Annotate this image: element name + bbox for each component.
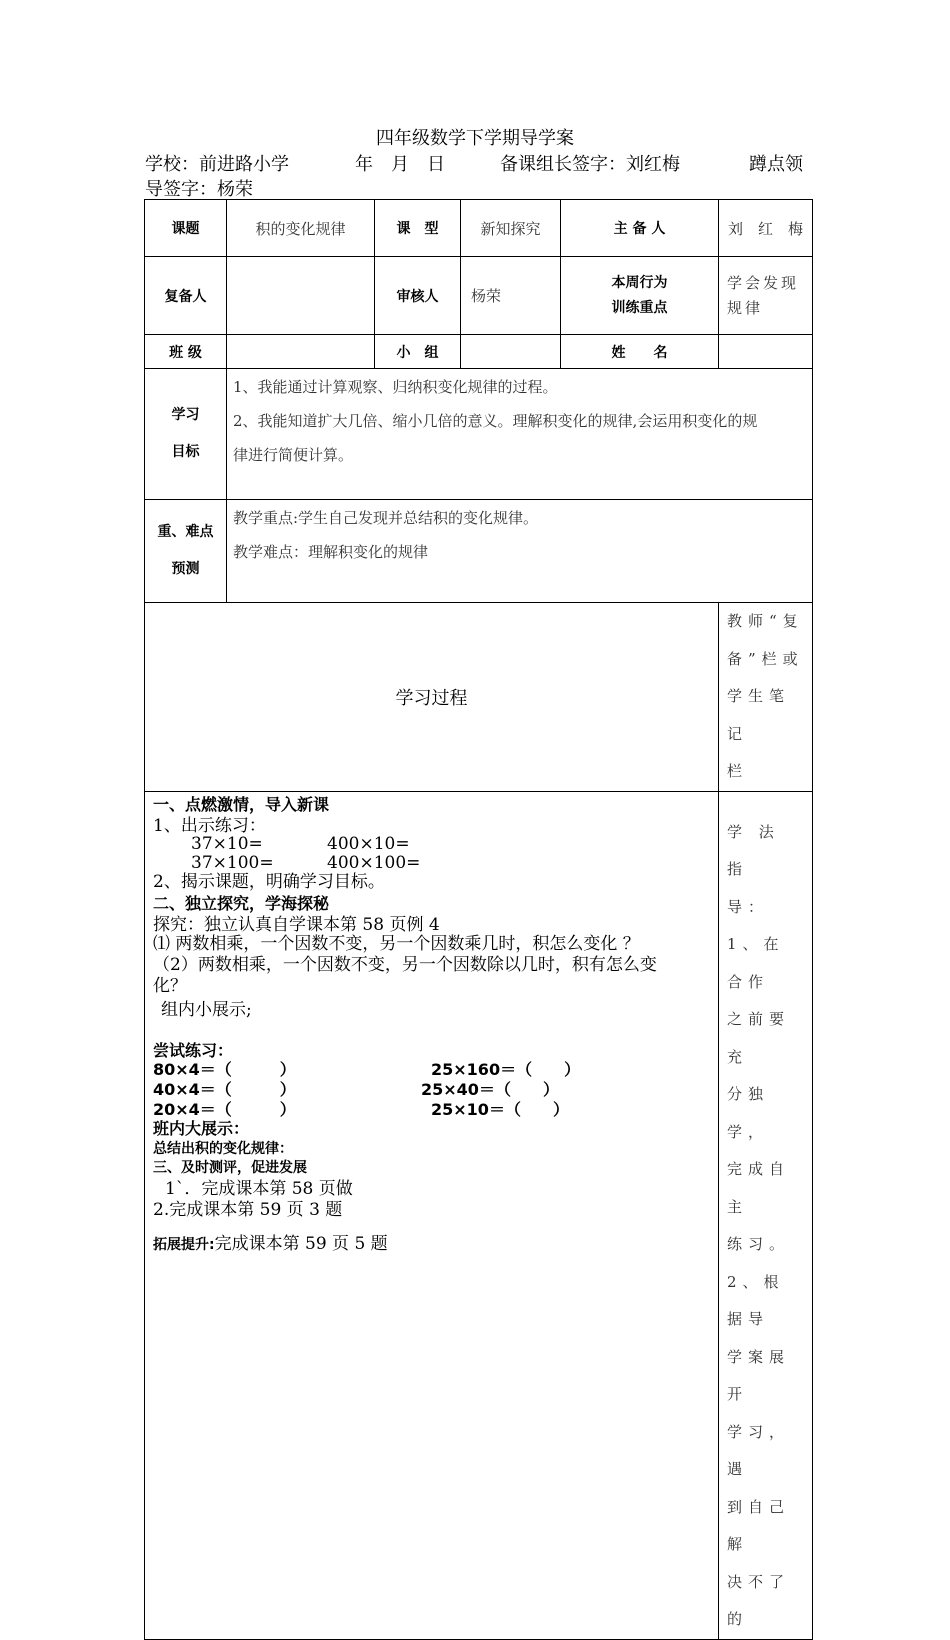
document-title: 四年级数学下学期导学案 — [376, 128, 574, 149]
task-1: 1`．完成课本第 58 页做 — [165, 1178, 353, 1199]
row-review — [145, 257, 813, 335]
focus-value: 学会发现规律 — [719, 257, 813, 335]
type-label: 课 型 — [375, 200, 461, 257]
objectives-label — [145, 369, 227, 500]
side-note-line: 练习。 — [727, 1235, 791, 1253]
row-class — [145, 335, 813, 369]
co-prep-label: 复备人 — [145, 257, 227, 335]
question-2-line2: 化？ — [153, 975, 187, 996]
section1-heading: 一、点燃激情，导入新课 — [153, 794, 330, 814]
keypoints-label-line2: 预测 — [171, 561, 200, 577]
row-process-body — [145, 791, 813, 1639]
side-header-line: 备”栏或 — [727, 649, 804, 668]
try-heading: 尝试练习： — [153, 1040, 234, 1060]
question-2-line1: （2）两数相乘，一个因数不变，另一个因数除以几时，积有怎么变 — [153, 954, 657, 975]
extension-text: 完成课本第 59 页 5 题 — [214, 1233, 388, 1254]
co-prep-value — [227, 257, 375, 335]
section2-heading: 二、独立探究，学海探秘 — [153, 893, 330, 913]
group-label: 小 组 — [375, 335, 461, 369]
name-value — [719, 335, 813, 369]
name-label: 姓 名 — [561, 335, 719, 369]
focus-label — [561, 257, 719, 335]
side-note-line: 导： — [727, 897, 770, 916]
side-header-line: 教师“复 — [727, 612, 804, 630]
task-2: 2.完成课本第 59 页 3 题 — [153, 1199, 343, 1220]
date-field: 年 月 日 — [355, 154, 445, 175]
objective-line: 律进行简便计算。 — [233, 446, 354, 464]
group-show: 组内小展示; — [161, 999, 252, 1020]
question-1: ⑴ 两数相乘，一个因数不变，另一个因数乘几时，积怎么变化 ？ — [153, 933, 640, 954]
keypoints-label — [145, 500, 227, 603]
lead-value: 刘 红 梅 — [719, 200, 813, 257]
extension-line — [153, 1234, 388, 1255]
side-note-line: 到自己解 — [727, 1497, 791, 1553]
calc-a1: 37×10= — [191, 833, 263, 854]
focus-label-line2: 训练重点 — [611, 299, 668, 316]
exercise-2a: 40×4＝（ ） — [153, 1079, 296, 1099]
study-method-notes — [719, 791, 813, 1639]
leader-signature: 备课组长签字：刘红梅 — [500, 154, 680, 175]
calc-b2: 400×100= — [327, 852, 421, 873]
process-title: 学习过程 — [145, 603, 719, 792]
type-value: 新知探究 — [461, 200, 561, 257]
side-note-line: 学案展开 — [727, 1347, 791, 1403]
keypoint-line: 教学重点:学生自己发现并总结积的变化规律。 — [233, 509, 539, 527]
side-note-line: 学习，遇 — [727, 1422, 791, 1478]
calc-a2: 400×10= — [327, 833, 410, 854]
school-name: 学校：前进路小学 — [145, 154, 289, 175]
row-keypoints — [145, 500, 813, 603]
summary-line: 总结出积的变化规律： — [153, 1140, 293, 1157]
review-value: 杨荣 — [461, 257, 561, 335]
group-value — [461, 335, 561, 369]
side-header-line: 学生笔记 — [727, 687, 791, 743]
lesson-table — [144, 199, 813, 1640]
objectives-label-line1: 学习 — [171, 407, 200, 423]
objectives-label-line2: 目标 — [171, 444, 200, 460]
review-label: 审核人 — [375, 257, 461, 335]
side-note-line: 2、根据导 — [727, 1272, 785, 1328]
process-side-header — [719, 603, 813, 792]
exercise-1a: 80×4＝（ ） — [153, 1059, 296, 1079]
process-content — [145, 791, 719, 1639]
exercise-1b: 25×160＝（ ） — [431, 1059, 581, 1079]
section3-heading: 三、及时测评，促进发展 — [153, 1159, 307, 1176]
keypoints-content — [227, 500, 813, 603]
lead-label: 主 备 人 — [561, 200, 719, 257]
keypoint-line: 教学难点：理解积变化的规律 — [233, 543, 429, 561]
side-note-line: 决不了的 — [727, 1572, 791, 1628]
exercise-2b: 25×40＝（ ） — [421, 1079, 559, 1099]
section1-item2: 2、揭示课题，明确学习目标。 — [153, 871, 385, 892]
side-note-line: 完成自主 — [727, 1160, 791, 1216]
side-note-line: 分独学， — [727, 1085, 770, 1141]
exercise-3a: 20×4＝（ ） — [153, 1099, 296, 1119]
extension-label: 拓展提升: — [153, 1236, 215, 1253]
section1-item1: 1、出示练习： — [153, 815, 266, 836]
objectives-content — [227, 369, 813, 500]
exercise-3b: 25×10＝（ ） — [431, 1099, 569, 1119]
explore-line: 探究：独立认真自学课本第 58 页例 4 — [153, 914, 440, 935]
focus-label-line1: 本周行为 — [611, 274, 668, 291]
row-process-header — [145, 603, 813, 792]
row-topic — [145, 200, 813, 257]
side-note-line: 学 法 指 — [727, 822, 780, 878]
guide-signature-part1: 蹲点领 — [749, 154, 803, 175]
class-show: 班内大展示： — [153, 1118, 250, 1138]
guide-signature-part2: 导签字：杨荣 — [145, 179, 253, 200]
side-header-line: 栏 — [727, 762, 749, 780]
class-label: 班 级 — [145, 335, 227, 369]
objective-line: 2、我能知道扩大几倍、缩小几倍的意义。理解积变化的规律,会运用积变化的规 — [233, 412, 758, 430]
row-objectives — [145, 369, 813, 500]
objective-line: 1、我能通过计算观察、归纳积变化规律的过程。 — [233, 378, 558, 396]
calc-b1: 37×100= — [191, 852, 274, 873]
topic-value: 积的变化规律 — [227, 200, 375, 257]
class-value — [227, 335, 375, 369]
keypoints-label-line1: 重、难点 — [157, 524, 214, 540]
topic-label: 课题 — [145, 200, 227, 257]
side-note-line: 1、在合作 — [727, 935, 785, 991]
side-note-line: 之前要充 — [727, 1010, 791, 1066]
